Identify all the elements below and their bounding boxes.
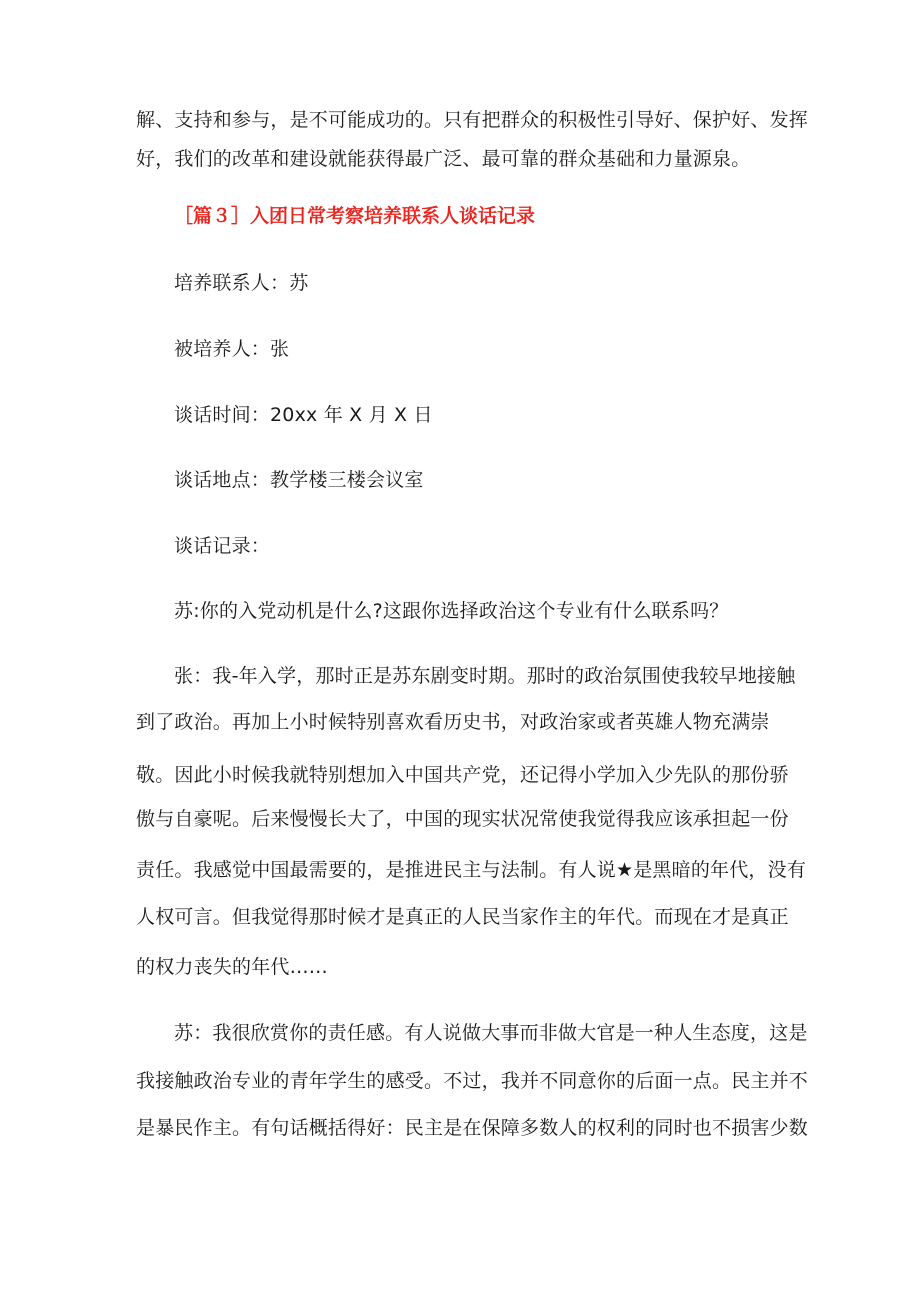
section-heading: ［篇３］入团日常考察培养联系人谈话记录 — [174, 205, 536, 227]
paragraph-line: 好，我们的改革和建设就能获得最广泛、最可靠的群众基础和力量源泉。 — [136, 148, 751, 170]
dialogue-line: 我接触政治专业的青年学生的感受。不过，我并不同意你的后面一点。民主并不 — [136, 1070, 809, 1092]
dialogue-line: 张：我-年入学，那时正是苏东剧变时期。那时的政治氛围使我较早地接触 — [174, 665, 796, 687]
field-trainee: 被培养人：张 — [174, 338, 290, 360]
dialogue-line: 责任。我感觉中国最需要的，是推进民主与法制。有人说★是黑暗的年代，没有 — [136, 859, 807, 881]
dialogue-line: 傲与自豪呢。后来慢慢长大了，中国的现实状况常使我觉得我应该承担起一份 — [136, 808, 789, 830]
field-contact: 培养联系人：苏 — [174, 272, 309, 294]
dialogue-line: 敬。因此小时候我就特别想加入中国共产党，还记得小学加入少先队的那份骄 — [136, 764, 789, 786]
field-record: 谈话记录： — [174, 535, 271, 557]
dialogue-line: 苏：我很欣赏你的责任感。有人说做大事而非做大官是一种人生态度，这是 — [174, 1022, 808, 1044]
field-location: 谈话地点：教学楼三楼会议室 — [174, 469, 424, 491]
field-time: 谈话时间：20xx 年 X 月 X 日 — [174, 404, 433, 426]
dialogue-line: 到了政治。再加上小时候特别喜欢看历史书，对政治家或者英雄人物充满崇 — [136, 711, 770, 733]
paragraph-line: 解、支持和参与，是不可能成功的。只有把群众的积极性引导好、保护好、发挥 — [136, 109, 809, 131]
dialogue-line: 的权力丧失的年代…… — [136, 956, 329, 978]
dialogue-line: 苏:你的入党动机是什么?这跟你选择政治这个专业有什么联系吗？ — [174, 600, 729, 622]
dialogue-line: 是暴民作主。有句话概括得好：民主是在保障多数人的权利的同时也不损害少数 — [136, 1117, 809, 1139]
dialogue-line: 人权可言。但我觉得那时候才是真正的人民当家作主的年代。而现在才是真正 — [136, 906, 789, 928]
